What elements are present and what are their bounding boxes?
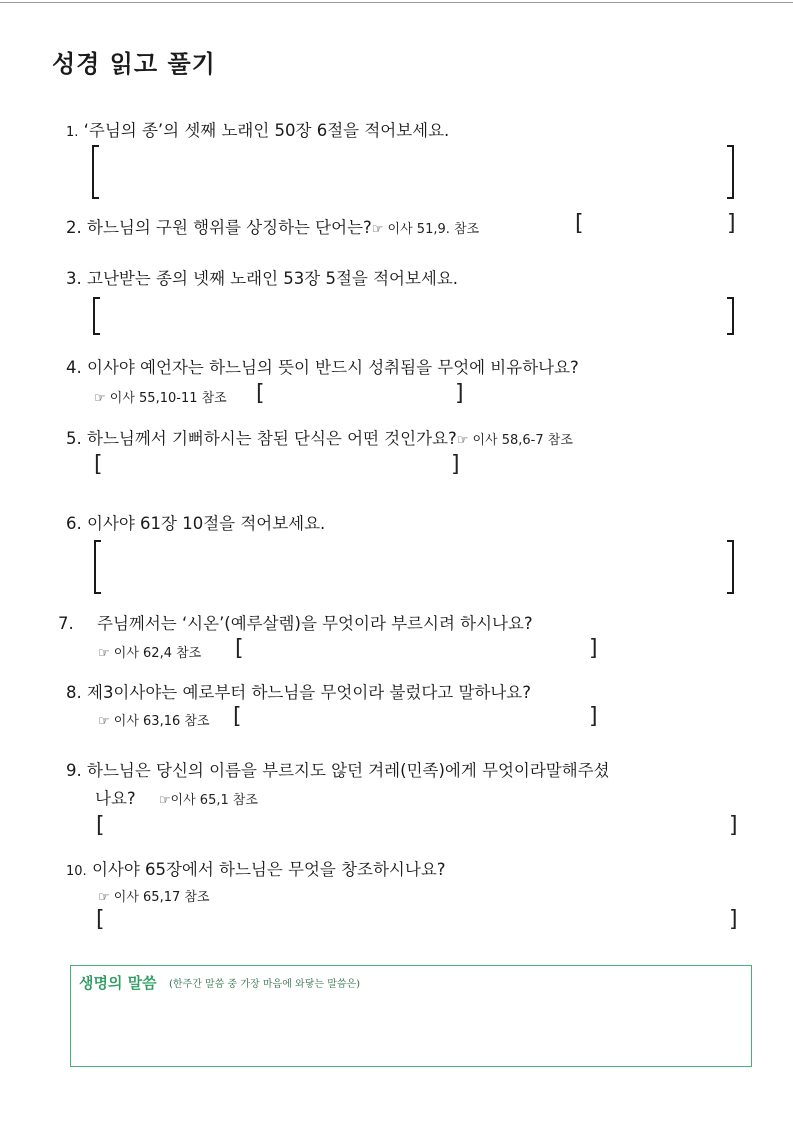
answer-box-6-right-bracket[interactable]	[727, 540, 734, 594]
question-text: 하느님은 당신의 이름을 부르지도 않던 겨레(민족)에게 무엇이라말해주셨	[87, 761, 610, 780]
question-number: 9.	[66, 761, 82, 780]
question-text-continued: 나요?	[95, 789, 136, 808]
life-word-title: 생명의 말씀	[79, 974, 157, 992]
question-text: ‘주님의 종’의 셋째 노래인 50장 6절을 적어보세요.	[83, 121, 450, 140]
question-text: 고난받는 종의 넷째 노래인 53장 5절을 적어보세요.	[87, 269, 459, 288]
question-text: 이사야 예언자는 하느님의 뜻이 반드시 성취됨을 무엇에 비유하나요?	[87, 358, 579, 377]
answer-4-open-bracket[interactable]: [	[256, 381, 265, 406]
question-3	[66, 265, 458, 289]
answer-box-1-right-bracket[interactable]	[727, 145, 734, 199]
life-word-note: (한주간 말씀 중 가장 마음에 와닿는 말씀은)	[169, 979, 361, 990]
life-word-box[interactable]	[70, 965, 752, 1067]
question-text: 하느님의 구원 행위를 상징하는 단어는?	[87, 218, 372, 237]
answer-box-1-left-bracket[interactable]	[92, 145, 99, 199]
reference: ☞ 이사 58,6-7 참조	[456, 433, 573, 448]
question-number: 8.	[66, 683, 82, 702]
question-number: 10.	[66, 864, 87, 879]
answer-10-close-bracket[interactable]: ]	[729, 907, 738, 932]
answer-7-open-bracket[interactable]: [	[235, 636, 244, 661]
question-number: 5.	[66, 429, 82, 448]
reference: ☞ 이사 55,10-11 참조	[94, 391, 227, 406]
answer-2-open-bracket[interactable]: [	[575, 211, 584, 236]
reference: ☞이사 65,1 참조	[158, 793, 258, 808]
answer-5-close-bracket[interactable]: ]	[451, 452, 460, 477]
question-number: 3.	[66, 269, 82, 288]
question-text: 제3이사야는 예로부터 하느님을 무엇이라 불렀다고 말하나요?	[87, 683, 531, 702]
question-6	[66, 510, 325, 534]
answer-5-open-bracket[interactable]: [	[94, 452, 103, 477]
top-rule	[0, 2, 793, 3]
question-2	[66, 214, 479, 238]
question-number: 2.	[66, 218, 82, 237]
answer-box-3-left-bracket[interactable]	[93, 297, 100, 335]
question-9	[66, 757, 610, 781]
answer-4-close-bracket[interactable]: ]	[455, 381, 464, 406]
answer-2-close-bracket[interactable]: ]	[727, 211, 736, 236]
reference: ☞ 이사 51,9. 참조	[371, 222, 480, 237]
question-4	[66, 354, 579, 378]
answer-8-open-bracket[interactable]: [	[233, 704, 242, 729]
answer-box-6-left-bracket[interactable]	[94, 540, 101, 594]
reference: ☞ 이사 62,4 참조	[98, 646, 202, 661]
page-title: 성경 읽고 풀기	[52, 50, 216, 78]
question-number: 1.	[66, 125, 79, 140]
question-8	[66, 679, 531, 703]
question-text: 이사야 65장에서 하느님은 무엇을 창조하시나요?	[91, 860, 446, 879]
question-1	[66, 117, 449, 141]
question-10	[66, 856, 446, 880]
question-5	[66, 425, 573, 449]
answer-9-open-bracket[interactable]: [	[96, 813, 105, 838]
question-7	[58, 610, 533, 634]
answer-8-close-bracket[interactable]: ]	[589, 704, 598, 729]
answer-7-close-bracket[interactable]: ]	[589, 636, 598, 661]
question-text: 이사야 61장 10절을 적어보세요.	[87, 514, 326, 533]
question-text: 주님께서는 ‘시온’(예루살렘)을 무엇이라 부르시려 하시나요?	[97, 614, 533, 633]
question-text: 하느님께서 기뻐하시는 참된 단식은 어떤 것인가요?	[87, 429, 457, 448]
question-number: 6.	[66, 514, 82, 533]
answer-10-open-bracket[interactable]: [	[96, 907, 105, 932]
answer-box-3-right-bracket[interactable]	[727, 297, 734, 335]
reference: ☞ 이사 65,17 참조	[98, 890, 210, 905]
question-9-line-2	[95, 785, 258, 809]
question-number: 7.	[58, 614, 74, 633]
reference: ☞ 이사 63,16 참조	[98, 714, 210, 729]
question-number: 4.	[66, 358, 82, 377]
answer-9-close-bracket[interactable]: ]	[729, 813, 738, 838]
